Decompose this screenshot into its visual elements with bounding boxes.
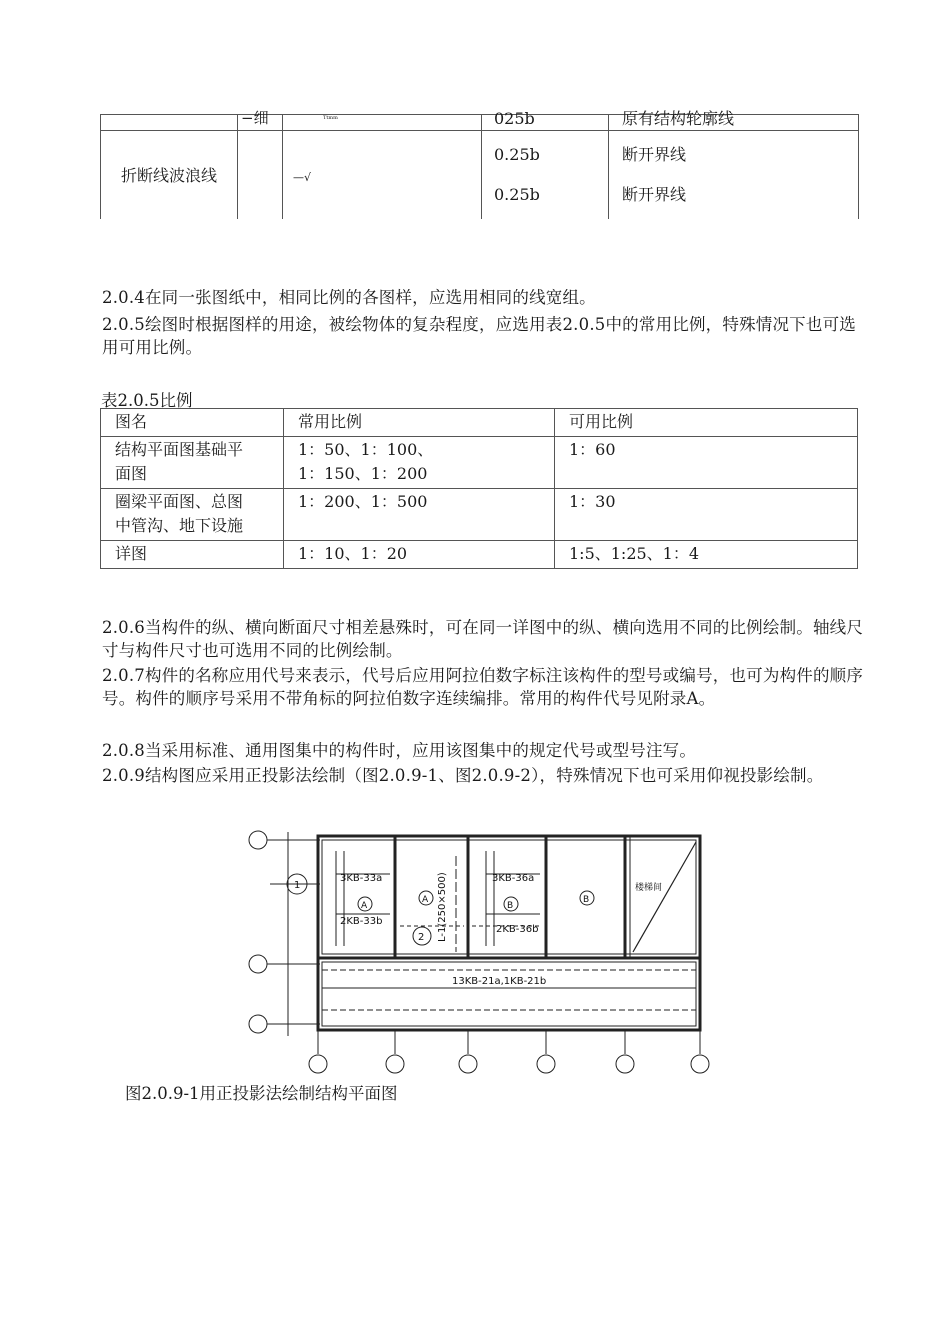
axis-circle-bottom-5	[616, 1055, 634, 1073]
axis-circle-left-mid	[249, 955, 267, 973]
axis-circle-bottom-3	[459, 1055, 477, 1073]
label-kb21: 13KB-21a,1KB-21b	[452, 976, 547, 987]
room-letter-a-2: A	[422, 895, 429, 905]
figure-caption: 图2.0.9-1用正投影法绘制结构平面图	[125, 1084, 398, 1103]
paragraph-2-0-7: 2.0.7构件的名称应用代号来表示，代号后应用阿拉伯数字标注该构件的型号或编号，也可为构件的顺序号。构件的顺序号采用不带角标的阿拉伯数字连续编排。常用的构件代号见附录A。	[102, 666, 864, 708]
line-type-table	[100, 109, 859, 219]
table-cell: 1：30	[555, 489, 858, 541]
label-kb36b: 2KB-36b	[496, 924, 539, 935]
header-cell: 可用比例	[555, 409, 858, 437]
table-header-row	[101, 409, 858, 437]
table-cell: 详图	[101, 541, 284, 569]
table-row	[101, 437, 858, 489]
axis-circle-bottom-2	[386, 1055, 404, 1073]
cell-width-break: 0.25b 0.25b	[482, 131, 609, 219]
room-letter-b-2: B	[583, 895, 590, 905]
table-cell: 1：10、1：20	[284, 541, 555, 569]
ratio-table	[100, 408, 858, 569]
cell-type: −细	[238, 115, 283, 131]
paragraph-2-0-6: 2.0.6当构件的纵、横向断面尺寸相差悬殊时，可在同一详图中的纵、横向选用不同的比例绘制。轴线尺寸与构件尺寸也可选用不同的比例绘制。	[102, 618, 864, 660]
cell-name	[101, 115, 238, 131]
table-row	[101, 489, 858, 541]
cell-use: 原有结构轮廓线	[609, 115, 859, 131]
table-row	[101, 541, 858, 569]
room-letter-b-1: B	[507, 901, 514, 911]
axis-circle-bottom-6	[691, 1055, 709, 1073]
label-kb33a: 3KB-33a	[340, 873, 383, 884]
detail-number-2: 2	[418, 932, 425, 943]
table-cell: 1：50、1：100、 1：150、1：200	[284, 437, 555, 489]
table-title: 表2.0.5比例	[101, 391, 193, 410]
label-kb36a: 3KB-36a	[492, 873, 535, 884]
label-kb33b: 2KB-33b	[340, 916, 383, 927]
axis-circle-bottom-4	[537, 1055, 555, 1073]
paragraph-2-0-8: 2.0.8当采用标准、通用图集中的构件时，应用该图集中的规定代号或型号注写。	[102, 741, 697, 760]
header-cell: 图名	[101, 409, 284, 437]
axis-circle-bottom-1	[309, 1055, 327, 1073]
label-stair: 楼梯间	[635, 883, 663, 893]
header-cell: 常用比例	[284, 409, 555, 437]
table-cell: 圈梁平面图、总图 中管沟、地下设施	[101, 489, 284, 541]
axis-circle-left-bot	[249, 1015, 267, 1033]
axis-circle-left-top	[249, 831, 267, 849]
table-cell: 1：200、1：500	[284, 489, 555, 541]
paragraph-2-0-9: 2.0.9结构图应采用正投影法绘制（图2.0.9-1、图2.0.9-2），特殊情况下也可采用仰视投影绘制。	[102, 766, 824, 785]
cell-sample: Ttmm	[283, 115, 482, 131]
paragraph-2-0-4: 2.0.4在同一张图纸中，相同比例的各图样，应选用相同的线宽组。	[102, 288, 596, 307]
cell-sample-break: —√	[283, 131, 482, 219]
table-cell: 1:5、1:25、1：4	[555, 541, 858, 569]
room-letter-a-1: A	[361, 901, 368, 911]
paragraph-2-0-5: 2.0.5绘图时根据图样的用途，被绘物体的复杂程度，应选用表2.0.5中的常用比例，特殊情况下也可选用可用比例。	[102, 315, 856, 357]
structural-plan-figure	[240, 826, 720, 1082]
cell-name-break: 折断线波浪线	[101, 131, 238, 219]
table-cell: 结构平面图基础平 面图	[101, 437, 284, 489]
detail-number-1: 1	[294, 880, 301, 891]
table-cell: 1：60	[555, 437, 858, 489]
cell-type-break	[238, 131, 283, 219]
cell-use-break: 断开界线 断开界线	[609, 131, 859, 219]
label-beam: L-1(250×500)	[437, 872, 448, 942]
cell-width: 025b	[482, 115, 609, 131]
